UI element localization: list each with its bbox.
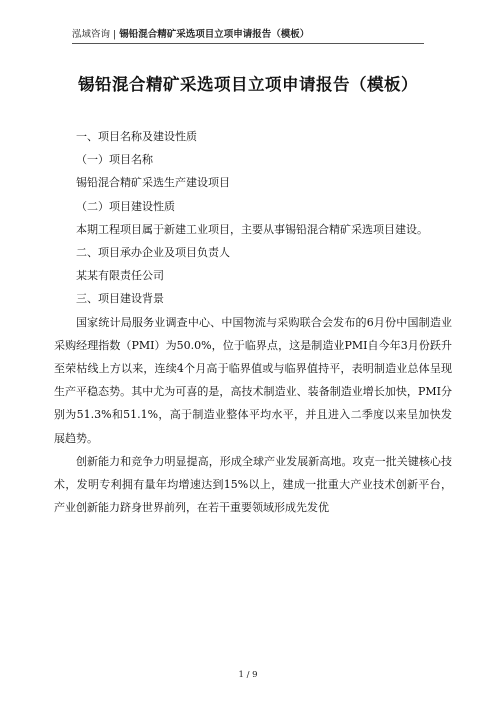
running-header (72, 28, 424, 42)
header-separator: | (113, 29, 117, 40)
header-rule (72, 43, 424, 44)
body-paragraph: 创新能力和竞争力明显提高，形成全球产业发展新高地。攻克一批关键核心技术，发明专利拥有量年均增速达到15%以上，建成一批重大产业技术创新平台，产业创新能力跻身世界前列，在若干重要领域形成先发优 (54, 454, 452, 515)
page-number: 1 / 9 (238, 670, 258, 680)
subsection-heading: （二）项目建设性质 (76, 199, 175, 213)
body-paragraph: 某某有限责任公司 (76, 269, 164, 283)
header-company: 泓域咨询 (72, 29, 111, 40)
header-doc-title: 锡铅混合精矿采选项目立项申请报告（模板） (119, 29, 310, 40)
body-paragraph: 锡铅混合精矿采选生产建设项目 (76, 176, 230, 190)
document-title: 锡铅混合精矿采选项目立项申请报告（模板） (78, 75, 418, 94)
subsection-heading: （一）项目名称 (76, 153, 153, 167)
section-heading: 二、项目承办企业及项目负责人 (76, 246, 230, 260)
body-paragraph: 本期工程项目属于新建工业项目，主要从事锡铅混合精矿采选项目建设。 (76, 222, 428, 236)
document-body (54, 125, 452, 519)
body-paragraph: 国家统计局服务业调查中心、中国物流与采购联合会发布的6月份中国制造业采购经理指数（PMI）为50.0%，位于临界点，这是制造业PMI自今年3月份跃升至荣枯线上方以来，连续4个月高于临界值或与临界值持平，表明制造业总体呈现生产平稳态势。其中尤为可喜的是，高技术制造业、装备制造业增长加快，PMI分别为51.3%和51.1%，高于制造业整体平均水平，并且进入二季度以来呈加快发展趋势。 (54, 315, 452, 445)
section-heading: 一、项目名称及建设性质 (76, 130, 197, 143)
section-heading: 三、项目建设背景 (76, 292, 164, 306)
